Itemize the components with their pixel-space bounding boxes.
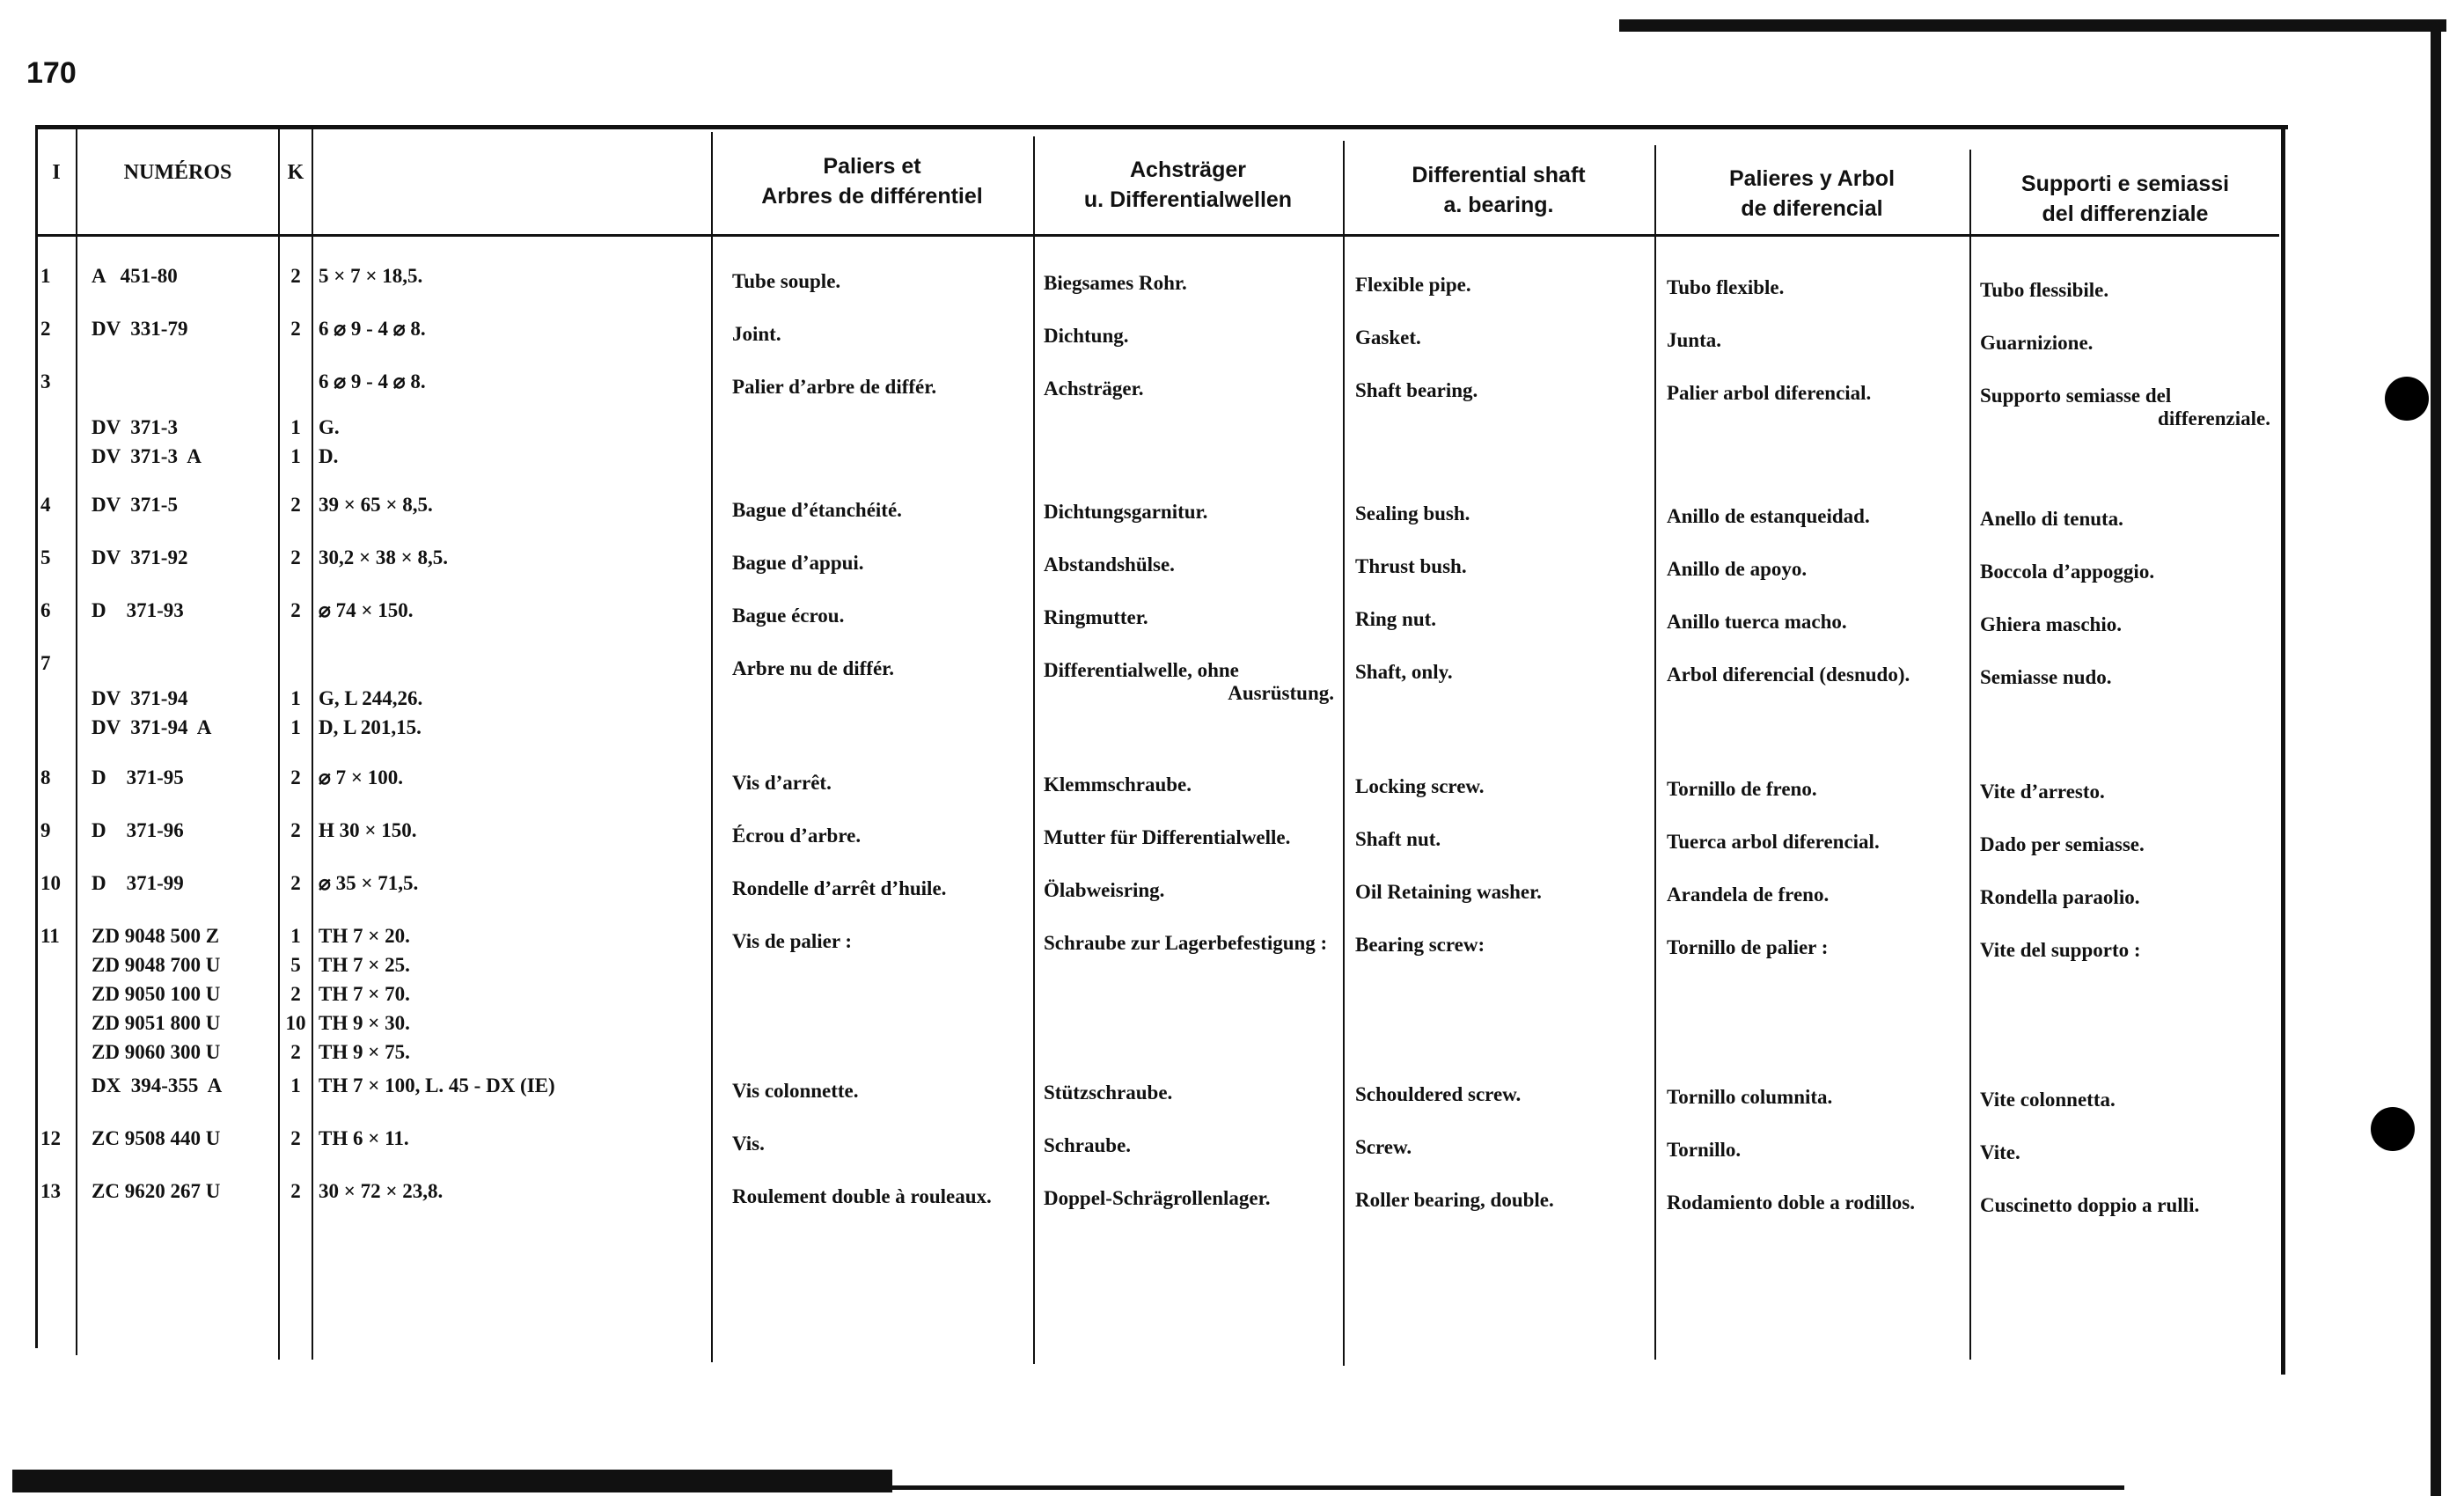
col-divider — [312, 128, 313, 1360]
description-it: differenziale. — [2158, 407, 2270, 429]
description-fr: Vis colonnette. — [732, 1080, 859, 1102]
page-number: 170 — [26, 56, 77, 90]
description-en: Flexible pipe. — [1355, 274, 1471, 296]
description-es: Anillo de apoyo. — [1667, 558, 1808, 580]
description-de: Biegsames Rohr. — [1044, 272, 1187, 294]
quantity: 2 — [290, 819, 301, 841]
header-spanish-line2: de diferencial — [1741, 196, 1883, 221]
dimensions: 6 ⌀ 9 - 4 ⌀ 8. — [319, 318, 426, 340]
header-german-line1: Achsträger — [1130, 158, 1246, 182]
header-bottom-border — [35, 234, 2279, 237]
description-de: Ringmutter. — [1044, 606, 1148, 628]
description-en: Gasket. — [1355, 326, 1421, 348]
header-italian-line1: Supporti e semiassi — [2020, 172, 2230, 196]
part-number: DV 371-92 — [92, 546, 188, 568]
quantity: 2 — [290, 1180, 301, 1202]
row-index: 3 — [40, 370, 51, 392]
quantity: 10 — [285, 1012, 306, 1034]
description-it: Cuscinetto doppio a rulli. — [1980, 1194, 2200, 1216]
description-it: Anello di tenuta. — [1980, 508, 2123, 530]
dimensions: TH 7 × 70. — [319, 983, 410, 1005]
part-number: ZD 9048 500 Z — [92, 925, 220, 947]
description-it: Vite del supporto : — [1980, 939, 2141, 961]
col-divider — [1343, 141, 1345, 1366]
description-fr: Roulement double à rouleaux. — [732, 1185, 992, 1207]
header-spanish — [1656, 164, 1968, 224]
dimensions: H 30 × 150. — [319, 819, 417, 841]
description-es: Tornillo columnita. — [1667, 1086, 1833, 1108]
bottom-rule — [12, 1470, 892, 1492]
part-number: D 371-95 — [92, 766, 184, 788]
dimensions: ⌀ 74 × 150. — [319, 599, 414, 621]
row-index: 10 — [40, 872, 61, 894]
row-index: 13 — [40, 1180, 61, 1202]
description-en: Thrust bush. — [1355, 555, 1467, 577]
description-fr: Écrou d’arbre. — [732, 825, 862, 847]
quantity: 2 — [290, 318, 301, 340]
row-index: 4 — [40, 494, 51, 516]
description-en: Roller bearing, double. — [1355, 1189, 1554, 1211]
quantity: 2 — [290, 599, 301, 621]
part-number: A 451-80 — [92, 265, 178, 287]
quantity: 2 — [290, 546, 301, 568]
right-edge-rule — [2431, 26, 2441, 1496]
header-german-line2: u. Differentialwellen — [1083, 187, 1293, 212]
part-number: DV 331-79 — [92, 318, 188, 340]
part-number: DV 371-94 — [92, 687, 188, 709]
row-index: 5 — [40, 546, 51, 568]
dimensions: G, L 244,26. — [319, 687, 423, 709]
quantity: 2 — [290, 983, 301, 1005]
description-es: Rodamiento doble a rodillos. — [1667, 1192, 1915, 1214]
description-es: Arbol diferencial (desnudo). — [1667, 664, 1910, 686]
dimensions: 39 × 65 × 8,5. — [319, 494, 433, 516]
header-spanish-line1: Palieres y Arbol — [1728, 166, 1896, 191]
description-fr: Joint. — [732, 323, 781, 345]
row-index: 1 — [40, 265, 51, 287]
description-de: Mutter für Differentialwelle. — [1044, 826, 1291, 848]
header-french-line1: Paliers et — [823, 154, 921, 179]
dimensions: 5 × 7 × 18,5. — [319, 265, 423, 287]
dimensions: D, L 201,15. — [319, 716, 422, 738]
description-de: Ausrüstung. — [1228, 682, 1334, 704]
description-it: Tubo flessibile. — [1980, 279, 2109, 301]
part-number: ZD 9048 700 U — [92, 954, 221, 976]
description-en: Oil Retaining washer. — [1355, 881, 1542, 903]
description-de: Klemmschraube. — [1044, 774, 1192, 796]
top-rule — [1619, 19, 2446, 32]
header-italian-line2: del differenziale — [2042, 202, 2209, 226]
col-divider — [1654, 145, 1656, 1360]
description-de: Differentialwelle, ohne — [1044, 659, 1239, 681]
dimensions: D. — [319, 445, 339, 467]
quantity: 2 — [290, 494, 301, 516]
description-fr: Palier d’arbre de différ. — [732, 376, 937, 398]
part-number: DX 394-355 A — [92, 1074, 223, 1096]
description-es: Anillo tuerca macho. — [1667, 611, 1847, 633]
description-it: Vite. — [1980, 1141, 2020, 1163]
quantity: 2 — [290, 1127, 301, 1149]
description-en: Bearing screw: — [1355, 934, 1485, 956]
description-es: Tornillo de palier : — [1667, 936, 1829, 958]
description-de: Schraube. — [1044, 1134, 1132, 1156]
dimensions: TH 7 × 20. — [319, 925, 410, 947]
description-de: Schraube zur Lagerbefestigung : — [1044, 932, 1328, 954]
description-fr: Vis. — [732, 1133, 765, 1155]
description-it: Rondella paraolio. — [1980, 886, 2140, 908]
description-fr: Tube souple. — [732, 270, 841, 292]
description-de: Doppel-Schrägrollenlager. — [1044, 1187, 1271, 1209]
description-en: Ring nut. — [1355, 608, 1437, 630]
quantity: 2 — [290, 766, 301, 788]
description-it: Supporto semiasse del — [1980, 385, 2172, 407]
part-number: ZD 9051 800 U — [92, 1012, 221, 1034]
description-es: Tuerca arbol diferencial. — [1667, 831, 1880, 853]
description-es: Tornillo de freno. — [1667, 778, 1817, 800]
row-index: 6 — [40, 599, 51, 621]
header-german — [1035, 155, 1341, 215]
table-right-border — [2281, 125, 2285, 1375]
punch-hole — [2371, 1107, 2415, 1151]
description-it: Boccola d’appoggio. — [1980, 561, 2155, 583]
description-en: Locking screw. — [1355, 775, 1485, 797]
description-es: Tornillo. — [1667, 1139, 1742, 1161]
row-index: 11 — [40, 925, 60, 947]
description-it: Semiasse nudo. — [1980, 666, 2112, 688]
description-it: Guarnizione. — [1980, 332, 2094, 354]
description-fr: Bague d’appui. — [732, 552, 864, 574]
description-it: Dado per semiasse. — [1980, 833, 2145, 855]
description-es: Junta. — [1667, 329, 1721, 351]
description-en: Shaft, only. — [1355, 661, 1453, 683]
header-italian — [1971, 169, 2279, 229]
dimensions: TH 9 × 30. — [319, 1012, 410, 1034]
description-en: Shaft bearing. — [1355, 379, 1478, 401]
header-english-line1: Differential shaft — [1412, 163, 1586, 187]
description-de: Achsträger. — [1044, 378, 1144, 400]
row-index: 9 — [40, 819, 51, 841]
header-k: K — [287, 161, 304, 184]
part-number: D 371-99 — [92, 872, 184, 894]
col-divider — [76, 128, 77, 1355]
dimensions: 30 × 72 × 23,8. — [319, 1180, 444, 1202]
dimensions: 30,2 × 38 × 8,5. — [319, 546, 448, 568]
header-french-line2: Arbres de différentiel — [761, 184, 983, 209]
part-number: DV 371-3 A — [92, 445, 202, 467]
row-index: 7 — [40, 652, 51, 674]
description-es: Arandela de freno. — [1667, 884, 1830, 906]
row-index: 8 — [40, 766, 51, 788]
part-number: D 371-96 — [92, 819, 184, 841]
description-de: Dichtung. — [1044, 325, 1129, 347]
header-i: I — [52, 161, 61, 184]
dimensions: G. — [319, 416, 340, 438]
description-fr: Bague écrou. — [732, 605, 845, 627]
part-number: ZC 9620 267 U — [92, 1180, 221, 1202]
quantity: 2 — [290, 872, 301, 894]
description-fr: Arbre nu de différ. — [732, 657, 894, 679]
dimensions: TH 7 × 25. — [319, 954, 410, 976]
table-top-border — [35, 125, 2288, 129]
quantity: 2 — [290, 265, 301, 287]
dimensions: ⌀ 7 × 100. — [319, 766, 403, 788]
description-de: Dichtungsgarnitur. — [1044, 501, 1208, 523]
description-en: Screw. — [1355, 1136, 1412, 1158]
quantity: 1 — [290, 925, 301, 947]
description-it: Vite d’arresto. — [1980, 781, 2105, 803]
description-es: Anillo de estanqueidad. — [1667, 505, 1870, 527]
dimensions: ⌀ 35 × 71,5. — [319, 872, 419, 894]
description-en: Schouldered screw. — [1355, 1083, 1522, 1105]
quantity: 1 — [290, 687, 301, 709]
header-numeros: NUMÉROS — [123, 161, 232, 184]
quantity: 2 — [290, 1041, 301, 1063]
quantity: 5 — [290, 954, 301, 976]
description-fr: Bague d’étanchéité. — [732, 499, 902, 521]
description-en: Sealing bush. — [1355, 502, 1470, 524]
description-en: Shaft nut. — [1355, 828, 1441, 850]
part-number: ZC 9508 440 U — [92, 1127, 221, 1149]
part-number: ZD 9050 100 U — [92, 983, 221, 1005]
row-index: 12 — [40, 1127, 61, 1149]
description-it: Ghiera maschio. — [1980, 613, 2122, 635]
bottom-rule-thin — [892, 1485, 2124, 1490]
description-it: Vite colonnetta. — [1980, 1089, 2116, 1111]
part-number: DV 371-94 A — [92, 716, 212, 738]
description-de: Ölabweisring. — [1044, 879, 1165, 901]
dimensions: TH 9 × 75. — [319, 1041, 410, 1063]
description-fr: Rondelle d’arrêt d’huile. — [732, 877, 947, 899]
quantity: 1 — [290, 1074, 301, 1096]
col-divider — [1969, 150, 1971, 1360]
table-left-border — [35, 125, 38, 1348]
part-number: DV 371-3 — [92, 416, 178, 438]
quantity: 1 — [290, 716, 301, 738]
dimensions: 6 ⌀ 9 - 4 ⌀ 8. — [319, 370, 426, 392]
punch-hole — [2385, 377, 2429, 421]
col-divider — [711, 132, 713, 1362]
dimensions: TH 6 × 11. — [319, 1127, 409, 1149]
quantity: 1 — [290, 416, 301, 438]
header-french — [713, 151, 1031, 211]
col-divider — [278, 128, 280, 1360]
dimensions: TH 7 × 100, L. 45 - DX (IE) — [319, 1074, 555, 1096]
part-number: DV 371-5 — [92, 494, 178, 516]
part-number: D 371-93 — [92, 599, 184, 621]
description-de: Stützschraube. — [1044, 1082, 1173, 1104]
row-index: 2 — [40, 318, 51, 340]
header-english-line2: a. bearing. — [1443, 193, 1554, 217]
description-es: Palier arbol diferencial. — [1667, 382, 1872, 404]
quantity: 1 — [290, 445, 301, 467]
description-de: Abstandshülse. — [1044, 554, 1175, 576]
col-divider — [1033, 136, 1035, 1364]
header-english — [1345, 160, 1653, 220]
description-fr: Vis d’arrêt. — [732, 772, 832, 794]
part-number: ZD 9060 300 U — [92, 1041, 221, 1063]
description-es: Tubo flexible. — [1667, 276, 1785, 298]
description-fr: Vis de palier : — [732, 930, 853, 952]
